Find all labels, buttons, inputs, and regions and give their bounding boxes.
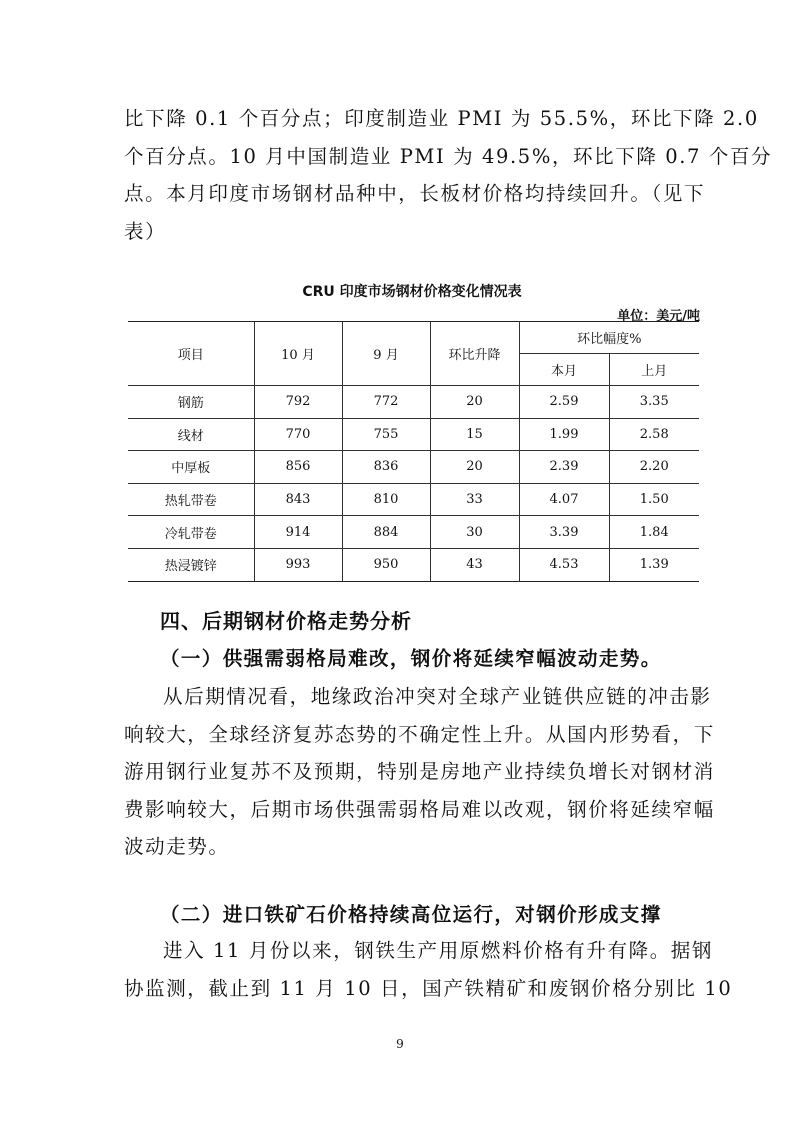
cell-oct: 993 xyxy=(254,548,342,581)
header-range: 环比幅度% xyxy=(519,322,699,354)
paragraph-line: 从后期情况看，地缘政治冲突对全球产业链供应链的冲击影 xyxy=(163,685,712,708)
cell-last: 1.50 xyxy=(609,483,699,516)
paragraph-line: 波动走势。 xyxy=(124,835,230,858)
table-row xyxy=(128,386,699,419)
cell-item: 钢筋 xyxy=(128,386,254,419)
cell-mom: 43 xyxy=(430,548,519,581)
table-row xyxy=(128,548,699,581)
table-unit: 单位：美元/吨 xyxy=(617,309,700,324)
cell-oct: 843 xyxy=(254,483,342,516)
cell-this: 4.07 xyxy=(519,483,609,516)
table-row xyxy=(128,418,699,451)
intro-paragraph xyxy=(124,100,773,250)
cell-last: 2.58 xyxy=(609,418,699,451)
header-mom: 环比升降 xyxy=(430,322,519,386)
subsection-heading-1: （一）供强需弱格局难改，钢价将延续窄幅波动走势。 xyxy=(160,647,662,670)
cell-this: 4.53 xyxy=(519,548,609,581)
cell-oct: 792 xyxy=(254,386,342,419)
section-paragraph-1 xyxy=(124,678,715,866)
table-header-row xyxy=(128,322,699,354)
cell-last: 2.20 xyxy=(609,451,699,484)
intro-line-3: 点。本月印度市场钢材品种中，长板材价格均持续回升。（见下 xyxy=(124,182,706,205)
cell-sep: 755 xyxy=(342,418,430,451)
header-sep: 9 月 xyxy=(342,322,430,386)
paragraph-line: 响较大，全球经济复苏态势的不确定性上升。从国内形势看，下 xyxy=(124,722,715,746)
cell-sep: 772 xyxy=(342,386,430,419)
price-table xyxy=(128,321,699,582)
intro-line-4: 表） xyxy=(124,219,167,243)
paragraph-line: 费影响较大，后期市场供强需弱格局难以改观，钢价将延续窄幅 xyxy=(124,797,715,821)
paragraph-line: 协监测，截止到 11 月 10 日，国产铁精矿和废钢价格分别比 10 xyxy=(124,976,733,1000)
cell-this: 1.99 xyxy=(519,418,609,451)
cell-item: 热轧带卷 xyxy=(128,483,254,516)
table-row xyxy=(128,451,699,484)
page-number: 9 xyxy=(396,1037,404,1051)
cell-this: 3.39 xyxy=(519,516,609,549)
cell-sep: 950 xyxy=(342,548,430,581)
cell-last: 1.39 xyxy=(609,548,699,581)
table-row xyxy=(128,483,699,516)
cell-this: 2.59 xyxy=(519,386,609,419)
header-oct: 10 月 xyxy=(254,322,342,386)
cell-mom: 20 xyxy=(430,451,519,484)
intro-line-1: 比下降 0.1 个百分点；印度制造业 PMI 为 55.5%，环比下降 2.0 xyxy=(124,107,759,130)
header-item: 项目 xyxy=(128,322,254,386)
cell-oct: 856 xyxy=(254,451,342,484)
cell-sep: 884 xyxy=(342,516,430,549)
section-heading: 四、后期钢材价格走势分析 xyxy=(160,609,412,633)
cell-oct: 770 xyxy=(254,418,342,451)
cell-sep: 810 xyxy=(342,483,430,516)
header-last-month: 上月 xyxy=(609,354,699,386)
cell-this: 2.39 xyxy=(519,451,609,484)
cell-mom: 30 xyxy=(430,516,519,549)
cell-mom: 15 xyxy=(430,418,519,451)
cell-sep: 836 xyxy=(342,451,430,484)
cell-mom: 20 xyxy=(430,386,519,419)
paragraph-line: 进入 11 月份以来，钢铁生产用原燃料价格有升有降。据钢 xyxy=(163,939,714,962)
intro-line-2: 个百分点。10 月中国制造业 PMI 为 49.5%，环比下降 0.7 个百分 xyxy=(124,144,773,168)
paragraph-line: 游用钢行业复苏不及预期，特别是房地产业持续负增长对钢材消 xyxy=(124,760,715,783)
cell-item: 热浸镀锌 xyxy=(128,548,254,581)
cell-item: 线材 xyxy=(128,418,254,451)
cell-item: 冷轧带卷 xyxy=(128,516,254,549)
header-this-month: 本月 xyxy=(519,354,609,386)
table-title: CRU 印度市场钢材价格变化情况表 xyxy=(302,284,522,300)
subsection-heading-2: （二）进口铁矿石价格持续高位运行，对钢价形成支撑 xyxy=(160,903,662,926)
section-paragraph-2 xyxy=(124,932,733,1007)
cell-last: 3.35 xyxy=(609,386,699,419)
cell-oct: 914 xyxy=(254,516,342,549)
table-row xyxy=(128,516,699,549)
cell-item: 中厚板 xyxy=(128,451,254,484)
cell-last: 1.84 xyxy=(609,516,699,549)
cell-mom: 33 xyxy=(430,483,519,516)
